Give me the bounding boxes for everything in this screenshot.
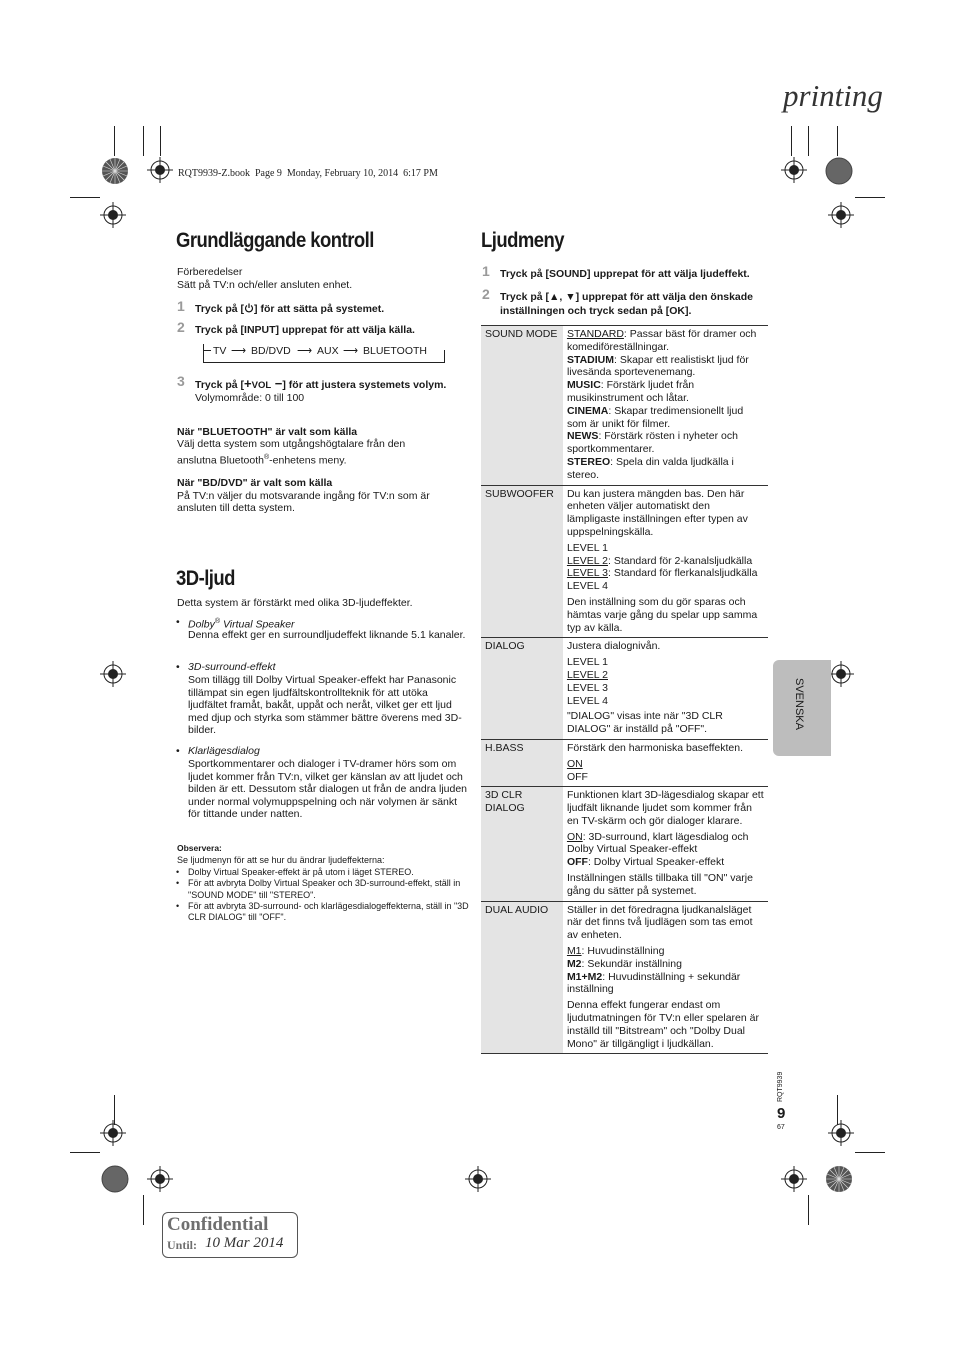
registration-target-icon [147,1166,173,1192]
sound-menu-table [481,325,768,1054]
list-item: • 3D-surround-effekt Som tillägg till Dolby Virtual Speaker-effekt har Panasonic tillämpat sin egen ljudfältskontrollteknik för att utöka ljudfältet framåt, bakåt, uppåt och neråt, vilket ger ett ljud med djup och styrka som stämmer bättre överens med 3D-bilder. [176,661,462,737]
intro-3d: Detta system är förstärkt med olika 3D-ljudeffekter. [177,597,413,609]
registration-target-icon [828,1120,854,1146]
arrow-right-icon: ⟶ [343,345,359,357]
registration-target-icon [147,157,173,183]
row-key: SOUND MODE [481,326,563,486]
row-key: DUAL AUDIO [481,901,563,1054]
power-icon [244,303,254,313]
list-item: • Dolby Virtual Speaker-effekt är på utom i läget STEREO. [176,867,414,877]
preparations-label: Förberedelser [177,266,243,278]
table-row [481,739,768,786]
registration-target-icon [100,1120,126,1146]
step-number: 3 [177,373,185,389]
list-item: • För att avbryta Dolby Virtual Speaker och 3D-surround-effekt, ställ in "SOUND MODE" till "STEREO". [176,878,461,900]
printing-stamp: printing [783,78,883,113]
table-row [481,326,768,486]
until-label: Until: [167,1238,197,1252]
arrow-right-icon: ⟶ [297,345,313,357]
row-value: Förstärk den harmoniska baseffekten. ON OFF [563,739,768,786]
row-value: Ställer in det föredragna ljudkanalsläget när det finns två ljudlägen som tas emot av enheten. M1: Huvudinställning M2: Sekundär inställning M1+M2: Huvudinställning + sekundär inställning Denna effekt fungerar endast om ljudutmatningen för TV:n eller spelaren är inställd till "Bitstream" och "Dolby Dual Mono" är tillgängligt i ljudkällan. [563,901,768,1054]
step-power: Tryck på [ ] för att sätta på systemet. [195,303,385,315]
step-sound: Tryck på [SOUND] upprepat för att välja ljudeffekt. [500,268,750,280]
note-intro: Se ljudmenyn för att se hur du ändrar ljudeffekterna: [177,855,385,865]
arrow-right-icon: ⟶ [231,345,247,357]
step-input: Tryck på [INPUT] upprepat för att välja källa. [195,324,415,336]
confidential-date: 10 Mar 2014 [205,1235,284,1251]
step-select: Tryck på [▲, ▼] upprepat för att välja den önskade inställningen och tryck sedan på [OK]. [500,291,754,317]
flow-item: AUX [317,345,339,357]
row-key: H.BASS [481,739,563,786]
section-title-3d-sound: 3D-ljud [176,567,235,590]
bluetooth-text-2: anslutna Bluetooth®-enhetens meny. [177,454,347,467]
row-key: SUBWOOFER [481,485,563,638]
preparations-text: Sätt på TV:n och/eller ansluten enhet. [177,279,353,291]
row-value: Funktionen klart 3D-lägesdialog skapar ett ljudfält liknande ljudet som kommer från en TV-skärm och gör dialoger klarare. ON: 3D-surround, klart lägesdialog och Dolby Virtual Speaker-effekt OFF: Dolby Virtual Speaker-effekt Inställningen ställs tillbaka till "ON" varje gång du sätter på systemet. [563,787,768,901]
book-info-line: RQT9939-Z.book Page 9 Monday, February 10, 2014 6:17 PM [178,168,438,179]
list-item: • Klarlägesdialog Sportkommentarer och dialoger i TV-dramer hörs som om ljudet kommer från TV:n, vilket ger känslan av att ljudet och bilden är ett. Dessutom står dialogen ut från de andra ljuden under normal volymuppspelning och när volymen är sänkt för tittande under natten. [176,745,468,821]
bd-dvd-text-2: ansluten till detta system. [177,502,295,514]
table-row [481,787,768,901]
document-code: RQT9939 [777,1071,784,1102]
flow-item: BLUETOOTH [363,345,427,357]
registration-target-icon [781,157,807,183]
minus-icon: − [271,376,283,391]
table-row [481,638,768,740]
registration-target-icon [465,1166,491,1192]
step-number: 2 [482,286,490,302]
volume-range: Volymområde: 0 till 100 [195,392,305,404]
flow-item: BD/DVD [251,345,291,357]
registration-target-icon [781,1166,807,1192]
row-value: STANDARD: Passar bäst för dramer och komediföreställningar. STADIUM: Skapar ett realistiskt ljud för livesända sportevenemang. MUSIC: Förstärk ljudet från musikinstrument och låtar. CINEMA: Skapar tredimensionellt ljud som är unikt för filmer. NEWS: Förstärk rösten i nyheter och sportkommentarer. STEREO: Spela din valda ljudkälla i stereo. [563,326,768,486]
row-key: DIALOG [481,638,563,740]
gray-calibration-circle-icon [101,1165,129,1193]
plus-icon: + [244,376,252,391]
note-list [176,867,471,923]
page-number: 9 [777,1105,786,1122]
confidential-stamp [162,1212,298,1258]
table-row [481,485,768,638]
section-title-sound-menu: Ljudmeny [481,229,565,252]
registration-target-icon [828,661,854,687]
step-number: 2 [177,319,185,335]
registration-target-icon [100,202,126,228]
row-key: 3D CLR DIALOG [481,787,563,901]
subpage-number: 67 [777,1124,785,1131]
confidential-label: Confidential [167,1214,269,1235]
list-item: • För att avbryta 3D-surround- och klarlägesdialogeffekterna, ställ in "3D CLR DIALOG" till "OFF". [176,900,469,923]
language-side-tab [773,660,831,756]
step-number: 1 [482,263,490,279]
registration-target-icon [828,202,854,228]
registration-target-icon [100,661,126,687]
table-row [481,901,768,1054]
step-volume: Tryck på [+VOL −] för att justera systemets volym. [195,376,447,391]
bluetooth-text-1: Välj detta system som utgångshögtalare från den [177,438,406,450]
bluetooth-heading: När "BLUETOOTH" är valt som källa [177,426,358,438]
list-item: • Dolby® Virtual Speaker Denna effekt ger en surroundljudeffekt liknande 5.1 kanaler. [176,616,466,641]
bd-dvd-heading: När "BD/DVD" är valt som källa [177,477,333,489]
flow-item: TV [213,345,227,357]
side-tab-label: SVENSKA [793,678,805,730]
row-value: Justera dialognivån. LEVEL 1 LEVEL 2 LEVEL 3 LEVEL 4 "DIALOG" visas inte när "3D CLR DIALOG" är inställd på "OFF". [563,638,768,740]
starburst-mark-icon [101,157,129,185]
starburst-mark-icon [825,1165,853,1193]
input-cycle-diagram [203,343,445,365]
note-heading: Observera: [177,843,222,853]
section-title-basic-control: Grundläggande kontroll [176,229,374,252]
bd-dvd-text-1: På TV:n väljer du motsvarande ingång för TV:n som är [177,490,430,502]
step-number: 1 [177,298,185,314]
gray-calibration-circle-icon [825,157,853,185]
row-value: Du kan justera mängden bas. Den här enheten väljer automatiskt den lämpligaste inställningen efter typen av uppspelningskälla. LEVEL 1 LEVEL 2: Standard för 2-kanalsljudkälla LEVEL 3: Standard för flerkanalsljudkälla LEVEL 4 Den inställning som du gör sparas och hämtas varje gång du spelar upp samma typ av källa. [563,485,768,638]
